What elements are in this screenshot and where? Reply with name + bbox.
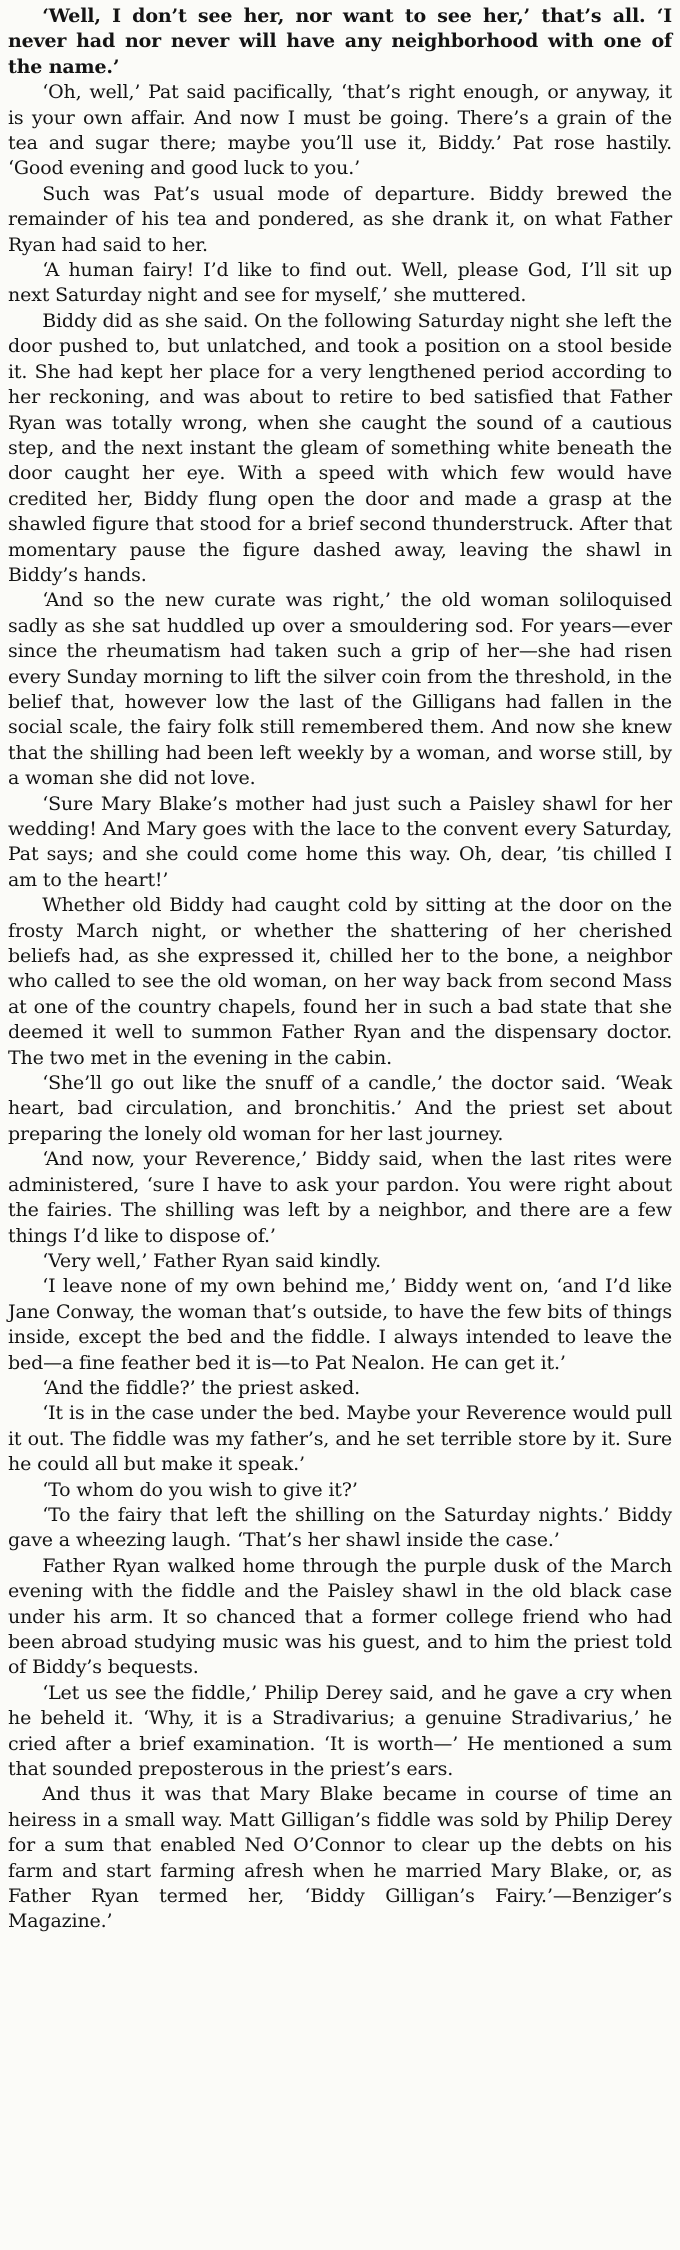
paragraph-stradivarius: ‘Let us see the fiddle,’ Philip Derey said, and he gave a cry when he beheld it. ‘Why, it is a Stradivarius; a genuine Stradivarius,’ he cried after a brief examination. ‘It is worth—’ He mentioned a sum that sounded preposterous in the priest’s ears. [8,1681,672,1781]
paragraph-to-the-fairy: ‘To the fairy that left the shilling on the Saturday nights.’ Biddy gave a wheezing laugh. ‘That’s her shawl inside the case.’ [8,1503,672,1552]
paragraph-pat-reply: ‘Oh, well,’ Pat said pacifically, ‘that’s right enough, or anyway, it is your own affair. And now I must be going. There’s a grain of the tea and sugar there; maybe you’ll use it, Biddy.’ Pat rose hastily. ‘Good evening and good luck to you.’ [8,81,672,180]
paragraph-very-well: ‘Very well,’ Father Ryan said kindly. [42,1249,381,1272]
paragraph-saturday-night: Biddy did as she said. On the following Saturday night she left the door pushed to, but unlatched, and took a position on a stool beside it. She had kept her place for a very lengthened period according to her reckoning, and was about to retire to bed satisfied that Father Ryan was totally wrong, when she caught the sound of a cautious step, and the next instant the gleam of something white beneath the door caught her eye. With a speed with which few would have credited her, Biddy flung open the door and made a grasp at the shawled figure that stood for a brief second thunderstruck. After that momentary pause the figure dashed away, leaving the shawl in Biddy’s hands. [8,309,672,586]
paragraph-whom-to-give: ‘To whom do you wish to give it?’ [42,1478,358,1501]
paragraph-departure: Such was Pat’s usual mode of departure. Biddy brewed the remainder of his tea and pondered, as she drank it, on what Father Ryan had said to her. [8,182,672,256]
paragraph-bequest-bed: ‘I leave none of my own behind me,’ Biddy went on, ‘and I’d like Jane Conway, the woman that’s outside, to have the few bits of things inside, except the bed and the fiddle. I always intended to leave the bed—a fine feather bed it is—to Pat Nealon. He can get it.’ [8,1275,672,1374]
paragraph-fiddle-question: ‘And the fiddle?’ the priest asked. [42,1376,361,1399]
paragraph-last-rites: ‘And now, your Reverence,’ Biddy said, when the last rites were administered, ‘sure I have to ask your pardon. You were right about the fairies. The shilling was left by a neighbor, and there are a few things I’d like to dispose of.’ [8,1148,672,1247]
paragraph-opening-dialogue: ‘Well, I don’t see her, nor want to see her,’ that’s all. ‘I never had nor never will have any neighborhood with one of the name.’ [8,5,672,78]
paragraph-walk-home: Father Ryan walked home through the purple dusk of the March evening with the fiddle and the Paisley shawl in the old black case under his arm. It so chanced that a former college friend who had been abroad studying music was his guest, and to him the priest told of Biddy’s bequests. [8,1554,672,1679]
paragraph-fiddle-case: ‘It is in the case under the bed. Maybe your Reverence would pull it out. The fiddle was my father’s, and he set terrible store by it. Sure he could all but make it speak.’ [8,1402,672,1476]
paragraph-doctor-diagnosis: ‘She’ll go out like the snuff of a candle,’ the doctor said. ‘Weak heart, bad circulation, and bronchitis.’ And the priest set about preparing the lonely old woman for her last journey. [8,1072,672,1145]
paragraph-paisley-shawl: ‘Sure Mary Blake’s mother had just such a Paisley shawl for her wedding! And Mary goes with the lace to the convent every Saturday, Pat says; and she could come home this way. Oh, dear, ’tis chilled I am to the heart!’ [8,792,672,891]
paragraph-human-fairy: ‘A human fairy! I’d like to find out. Well, please God, I’ll sit up next Saturday night and see for myself,’ she muttered. [8,259,672,307]
paragraph-biddy-illness: Whether old Biddy had caught cold by sitting at the door on the frosty March night, or whether the shattering of her cherished beliefs had, as she expressed it, chilled her to the bone, a neighbor who called to see the old woman, on her way back from second Mass at one of the country chapels, found her in such a bad state that she deemed it well to summon Father Ryan and the dispensary doctor. The two met in the evening in the cabin. [8,894,672,1069]
paragraph-curate-right: ‘And so the new curate was right,’ the old woman soliloquised sadly as she sat huddled up over a smouldering sod. For years—ever since the rheumatism had taken such a grip of her—she had risen every Sunday morning to lift the silver coin from the threshold, in the belief that, however low the last of the Gilligans had fallen in the social scale, the fairy folk still remembered them. And now she knew that the shilling had been left weekly by a woman, and worse still, by a woman she did not love. [8,589,672,790]
paragraph-ending: And thus it was that Mary Blake became in course of time an heiress in a small way. Matt Gilligan’s fiddle was sold by Philip Derey for a sum that enabled Ned O’Connor to clear up the debts on his farm and start farming afresh when he married Mary Blake, or, as Father Ryan termed her, ‘Biddy Gilligan’s Fairy.’—Benziger’s Magazine.’ [8,1783,672,1933]
